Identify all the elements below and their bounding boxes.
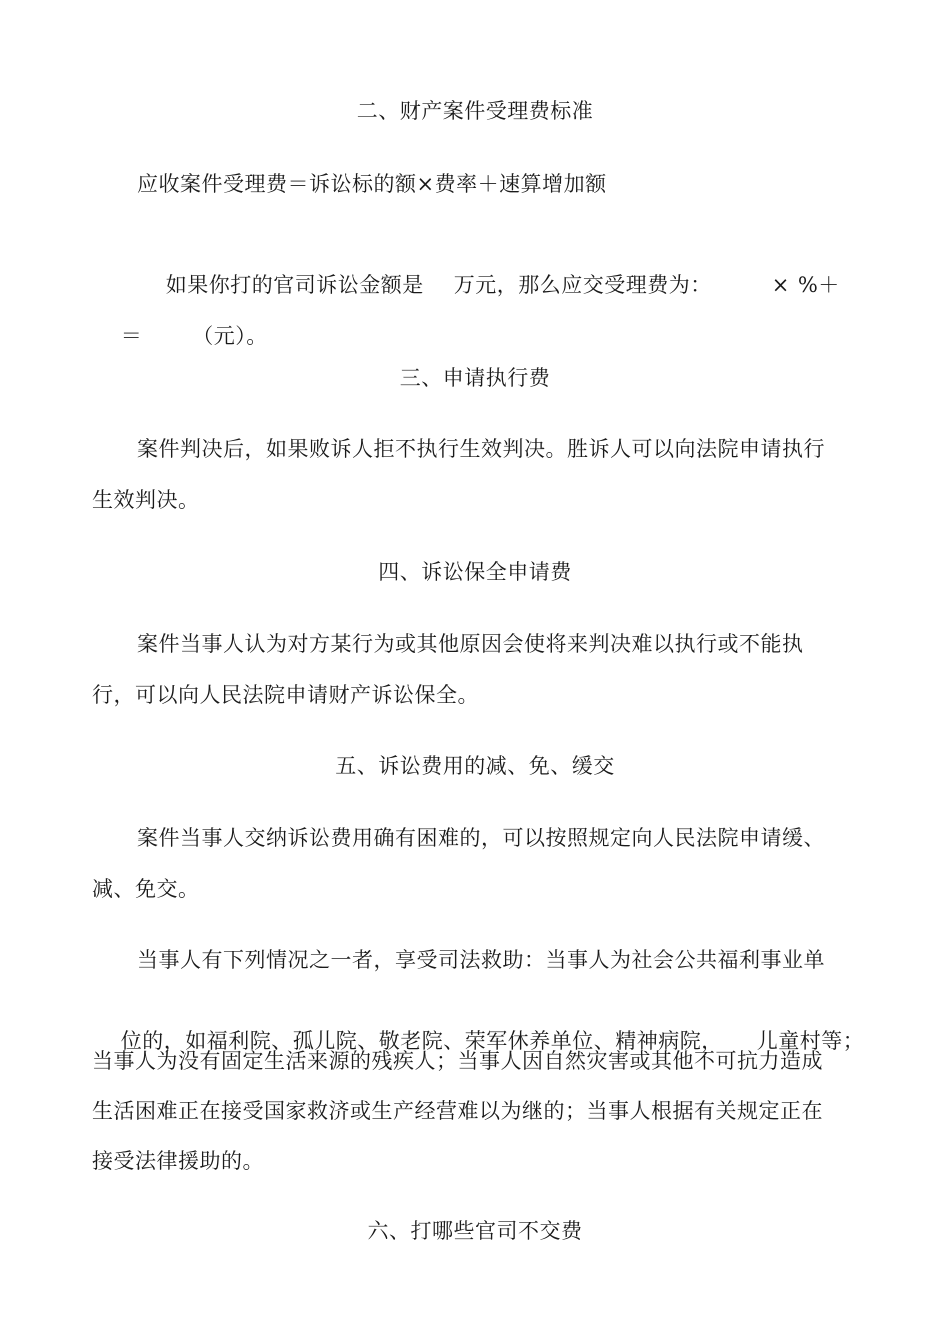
preservation-para-line-2: 行，可以向人民法院申请财产诉讼保全。	[92, 683, 479, 707]
example-percent-plus: %＋	[797, 273, 840, 297]
reduction-para2-line-4: 生活困难正在接受国家救济或生产经营难以为继的；当事人根据有关规定正在	[92, 1099, 823, 1123]
reduction-para2-line-1: 当事人有下列情况之一者，享受司法救助：当事人为社会公共福利事业单	[137, 948, 825, 972]
section-heading-no-fee-cases: 六、打哪些官司不交费	[367, 1219, 583, 1243]
example-unit: （元）。	[192, 324, 268, 348]
reduction-para2-line-2b: 儿童村等；	[756, 1029, 865, 1053]
execution-para-line-1: 案件判决后，如果败诉人拒不执行生效判决。胜诉人可以向法院申请执行	[137, 437, 825, 461]
formula-line: 应收案件受理费＝诉讼标的额×费率＋速算增加额	[137, 172, 607, 196]
example-equals: ＝	[120, 324, 143, 348]
section-heading-execution-fee: 三、申请执行费	[399, 366, 551, 390]
section-heading-fee-reduction: 五、诉讼费用的减、免、缓交	[335, 754, 615, 778]
reduction-para2-line-5: 接受法律援助的。	[92, 1149, 264, 1173]
reduction-para1-line-1: 案件当事人交纳诉讼费用确有困难的，可以按照规定向人民法院申请缓、	[137, 826, 825, 850]
example-text-a: 如果你打的官司诉讼金额是	[165, 273, 424, 297]
reduction-para2-line-3: 当事人为没有固定生活来源的残疾人；当事人因自然灾害或其他不可抗力造成	[92, 1049, 823, 1073]
reduction-para2-line-2a: 位的，如福利院、孤儿院、敬老院、荣军休养单位、精神病院，	[120, 1029, 723, 1053]
reduction-para1-line-2: 减、免交。	[92, 877, 200, 901]
execution-para-line-2: 生效判决。	[92, 488, 200, 512]
section-heading-preservation-fee: 四、诉讼保全申请费	[378, 560, 572, 584]
preservation-para-line-1: 案件当事人认为对方某行为或其他原因会使将来判决难以执行或不能执	[137, 632, 804, 656]
example-times: ×	[771, 273, 790, 297]
example-text-b: 万元，那么应交受理费为：	[453, 273, 712, 297]
section-heading-fee-standard: 二、财产案件受理费标准	[356, 99, 594, 123]
